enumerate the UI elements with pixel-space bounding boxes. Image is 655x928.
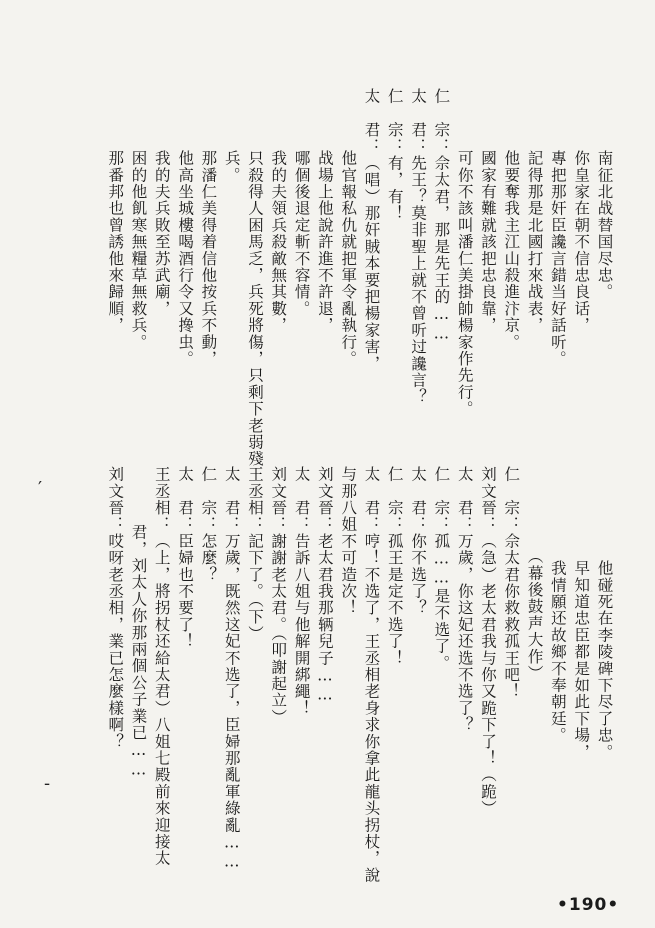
text-column-lower: 仁 宗：孤……是不选了。 [432, 466, 451, 672]
text-column-upper: 國家有難就該把忠良靠， [479, 150, 497, 334]
text-column-lower: 仁 宗：孤王是定不选了！ [385, 466, 404, 667]
text-column-upper: 專把那奸臣讒言錯当好話听。 [548, 150, 567, 368]
text-column-lower: 王丞相：（上，將拐杖还給太君）八姐七殿前來迎接太 [152, 466, 171, 867]
text-column-upper: 他要奪我主江山殺進汴京。 [502, 150, 521, 351]
text-column-upper: 仁 宗：佘太君，那是先王的…… [432, 88, 451, 344]
text-column-upper: 战場上他說許進不許退， [315, 150, 334, 334]
text-column-upper: 那潘仁美得着信他按兵不動， [199, 150, 218, 368]
text-column-upper: 兵。 [222, 150, 241, 184]
text-column-lower: 与那八姐不可造次！ [339, 466, 358, 617]
text-column-lower: 太 君：你不选了？ [409, 466, 428, 617]
text-column-lower: 太 君：哼！不选了，王丞相老身求你拿此龍头拐杖，說 [362, 466, 381, 884]
text-column-lower: 仁 宗：怎麼？ [199, 466, 218, 583]
text-column-lower: 刘文晉：哎呀老丞相，業已怎麼樣啊？ [106, 466, 125, 750]
text-column-upper: 太 君：先王？莫非聖上就不曾听过讒言？ [409, 88, 428, 406]
text-column-lower: 太 君：万歲，既然这妃不选了，臣婦那亂軍綠亂…… [222, 466, 241, 872]
text-column-upper: 哪個後退定斬不容情。 [292, 150, 311, 317]
text-column-upper: 只殺得人困馬乏，兵死將傷，只剩下老弱殘 [246, 150, 264, 468]
text-column-lower: 太 君：万歲，你这妃还选不选了？ [455, 466, 474, 734]
text-column-lower: 刘文晉：謝謝老太君。（叩謝起立） [269, 466, 288, 726]
text-column-upper: 南征北战替国尽忠。 [595, 150, 614, 301]
text-column-upper: 可你不該叫潘仁美掛帥楊家作先行。 [455, 150, 474, 418]
text-column-upper: 記得那是北國打來战表， [525, 150, 544, 334]
text-column-upper: 仁 宗：有，有！ [385, 88, 404, 222]
text-column-lower: 王丞相：記下了。（下） [246, 466, 264, 642]
text-column-upper: 他高坐城樓喝酒行令又搀虫。 [176, 150, 195, 368]
text-column-lower: （幕後鼓声大作） [525, 548, 544, 682]
margin-mark: ′ [38, 478, 43, 499]
text-column-lower: 太 君：臣婦也不要了！ [176, 466, 195, 650]
text-column-lower: 仁 宗：佘太君你救救孤王吧！ [502, 466, 521, 700]
text-column-lower: 刘文晉：老太君我那辆兒子…… [315, 466, 334, 705]
text-column-lower: 刘文晉：（急）老太君我与你又跪下了！（跪） [479, 466, 497, 817]
text-column-lower: 早知道忠臣都是如此下場， [572, 560, 591, 761]
text-column-upper: 困的他飢寒無糧草無救兵。 [129, 150, 148, 351]
text-column-upper: 那番邦也曾誘他來歸順， [106, 150, 125, 334]
text-column-upper: 我的夫領兵殺敵無其數， [269, 150, 288, 334]
page-number: •190• [557, 895, 620, 915]
text-column-lower: 他碰死在李陵碑下尽了忠。 [595, 560, 614, 761]
text-column-lower: 太 君：告訴八姐与他解開綁繩！ [292, 466, 311, 717]
text-column-upper: 我的夫兵敗至苏武廟， [152, 150, 171, 317]
text-column-upper: 你皇家在朝不信忠良话， [572, 150, 591, 334]
text-column-upper: 太 君：（唱）那奸賊本要把楊家害， [362, 88, 381, 372]
margin-mark: ‑ [44, 773, 51, 794]
text-column-lower: 君，刘太人你那兩個公子業已…… [129, 524, 148, 780]
text-column-lower: 我情願还故鄉不奉朝廷。 [548, 560, 567, 744]
text-column-upper: 他官報私仇就把軍令亂執行。 [339, 150, 358, 368]
